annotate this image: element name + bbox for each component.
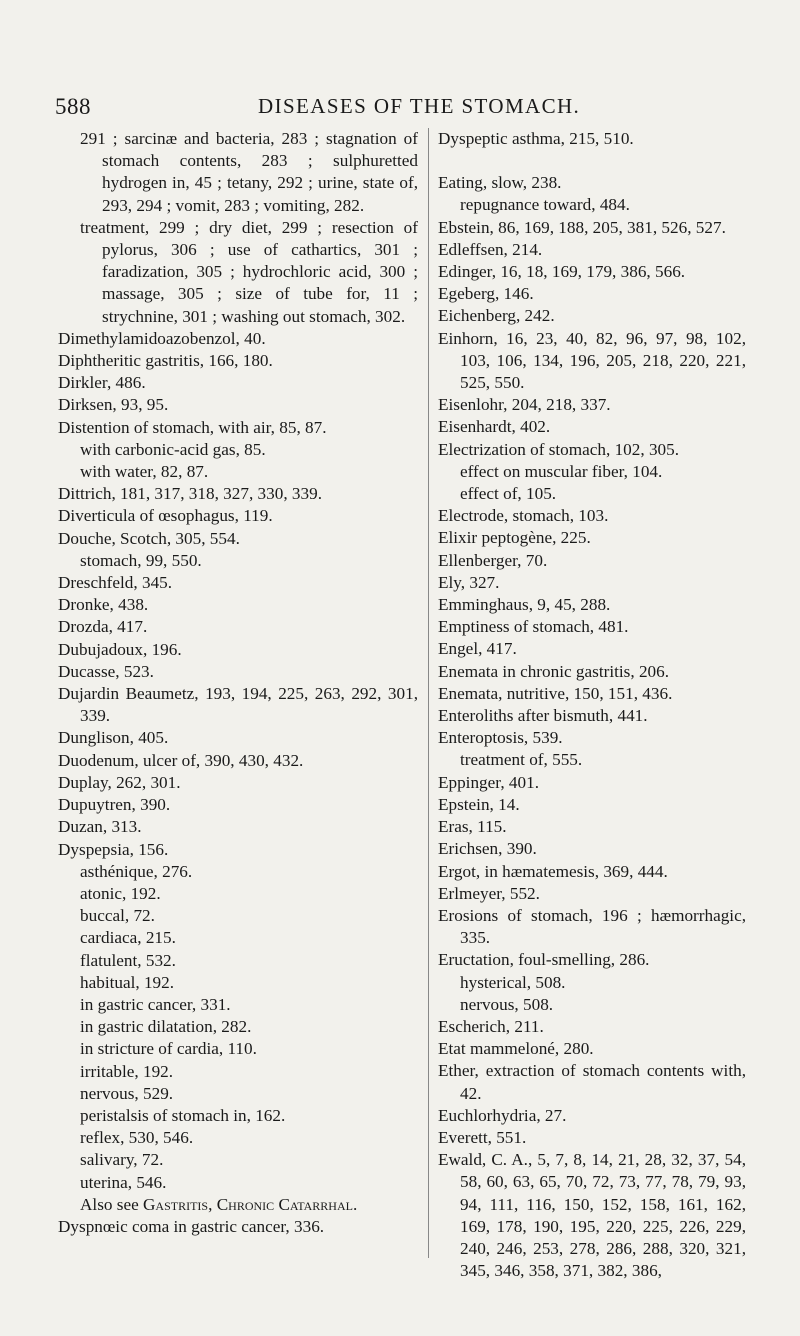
index-entry: Ellenberger, 70.	[438, 550, 548, 570]
index-entry: Duzan, 313.	[58, 817, 142, 837]
index-subentry: irritable, 192.	[80, 1061, 174, 1081]
entry-spacer	[438, 150, 746, 172]
index-entry: Ewald, C. A., 5, 7, 8, 14, 21, 28, 32, 37, 54, 58, 60, 63, 65, 70, 72, 73, 77, 78, 79, 93, 94, 111, 116, 150, 152, 158, 161, 162, 169, 178, 190, 195, 220, 225, 226, 229, 240, 246, 253, 278, 286, 288, 320, 321, 345, 346, 358, 371, 382, 386,	[438, 1150, 746, 1281]
index-entry: Dyspnœic coma in gastric cancer, 336.	[58, 1216, 325, 1236]
index-entry: Everett, 551.	[438, 1127, 527, 1147]
index-entry: Drozda, 417.	[58, 617, 148, 637]
index-entry: Egeberg, 146.	[438, 284, 534, 304]
see-also-target: Gastritis, Chronic Catarrhal.	[143, 1194, 358, 1214]
index-entry: Erlmeyer, 552.	[438, 883, 540, 903]
index-subentry: cardiaca, 215.	[80, 928, 176, 948]
index-entry: Dupuytren, 390.	[58, 795, 171, 815]
index-subentry: nervous, 508.	[460, 994, 554, 1014]
index-entry: Dirksen, 93, 95.	[58, 395, 169, 415]
page-number: 588	[55, 94, 91, 119]
index-entry: Dirkler, 486.	[58, 373, 146, 393]
index-entry: Dubujadoux, 196.	[58, 639, 182, 659]
index-subentry: repugnance toward, 484.	[460, 195, 630, 215]
index-entry: Epstein, 14.	[438, 794, 520, 814]
index-entry: Einhorn, 16, 23, 40, 82, 96, 97, 98, 102, 103, 106, 134, 196, 205, 218, 220, 221, 525, 550.	[438, 328, 746, 393]
index-entry: Ely, 327.	[438, 572, 500, 592]
index-subentry: stomach, 99, 550.	[80, 550, 202, 570]
index-entry: Dujardin Beaumetz, 193, 194, 225, 263, 292, 301, 339.	[58, 684, 418, 726]
index-subentry: in gastric cancer, 331.	[80, 994, 231, 1014]
index-subentry: habitual, 192.	[80, 972, 175, 992]
index-entry: Dyspepsia, 156.	[58, 839, 169, 859]
see-also-entry	[80, 1194, 418, 1216]
column-divider	[428, 128, 429, 1258]
index-column-right	[438, 128, 746, 1282]
index-entry: Dronke, 438.	[58, 595, 149, 615]
index-entry: Edleffsen, 214.	[438, 239, 543, 259]
index-entry: Dunglison, 405.	[58, 728, 169, 748]
index-entry: Dittrich, 181, 317, 318, 327, 330, 339.	[58, 484, 323, 504]
index-entry: Ducasse, 523.	[58, 661, 154, 681]
running-title: DISEASES OF THE STOMACH.	[258, 94, 581, 118]
index-subentry: in gastric dilatation, 282.	[80, 1017, 252, 1037]
index-entry: Edinger, 16, 18, 169, 179, 386, 566.	[438, 262, 686, 282]
index-entry: Eructation, foul-smelling, 286.	[438, 950, 650, 970]
index-subentry: with carbonic-acid gas, 85.	[80, 439, 266, 459]
index-subentry: treatment, 299 ; dry diet, 299 ; resection of pylorus, 306 ; use of cathartics, 301 ; faradization, 305 ; hydrochloric acid, 300 ; massage, 305 ; size of tube for, 11 ; strychnine, 301 ; washing out stomach, 302.	[80, 217, 418, 326]
index-entry: Eisenhardt, 402.	[438, 417, 551, 437]
index-subentry: effect of, 105.	[460, 484, 557, 504]
index-entry: Eppinger, 401.	[438, 772, 539, 792]
index-entry: Etat mammeloné, 280.	[438, 1039, 594, 1059]
index-entry: Electrode, stomach, 103.	[438, 506, 609, 526]
index-subentry: salivary, 72.	[80, 1150, 164, 1170]
index-entry: Enemata in chronic gastritis, 206.	[438, 661, 670, 681]
index-subentry: in stricture of cardia, 110.	[80, 1039, 257, 1059]
index-entry: Duodenum, ulcer of, 390, 430, 432.	[58, 750, 304, 770]
index-entry: Enemata, nutritive, 150, 151, 436.	[438, 683, 673, 703]
index-subentry: buccal, 72.	[80, 906, 155, 926]
index-entry: Emptiness of stomach, 481.	[438, 617, 629, 637]
index-entry: Diverticula of œsophagus, 119.	[58, 506, 273, 526]
index-entry: Enteroliths after bismuth, 441.	[438, 706, 648, 726]
index-entry: Douche, Scotch, 305, 554.	[58, 528, 240, 548]
see-also-prefix: Also see	[80, 1194, 144, 1214]
index-entry: Escherich, 211.	[438, 1016, 544, 1036]
index-subentry: hysterical, 508.	[460, 972, 566, 992]
index-entry: Distention of stomach, with air, 85, 87.	[58, 417, 327, 437]
index-entry: Ether, extraction of stomach contents with, 42.	[438, 1061, 746, 1103]
index-subentry: treatment of, 555.	[460, 750, 583, 770]
index-entry: Erichsen, 390.	[438, 839, 537, 859]
index-entry: Electrization of stomach, 102, 305.	[438, 439, 680, 459]
index-subentry: uterina, 546.	[80, 1172, 167, 1192]
index-column-left	[58, 128, 418, 1238]
index-entry: Enteroptosis, 539.	[438, 728, 563, 748]
index-entry: Eisenlohr, 204, 218, 337.	[438, 395, 611, 415]
index-entry: Euchlorhydria, 27.	[438, 1105, 567, 1125]
index-subentry: flatulent, 532.	[80, 950, 176, 970]
index-subentry: peristalsis of stomach in, 162.	[80, 1105, 286, 1125]
index-entry: Ebstein, 86, 169, 188, 205, 381, 526, 527.	[438, 217, 726, 237]
index-entry: Diphtheritic gastritis, 166, 180.	[58, 351, 273, 371]
index-entry: Erosions of stomach, 196 ; hæmorrhagic, 335.	[438, 905, 746, 948]
index-entry: Eras, 115.	[438, 817, 507, 837]
index-entry: Dimethylamidoazobenzol, 40.	[58, 328, 266, 348]
index-subentry: atonic, 192.	[80, 883, 161, 903]
index-entry: Dreschfeld, 345.	[58, 573, 173, 593]
index-subentry: nervous, 529.	[80, 1083, 174, 1103]
index-entry: Eichenberg, 242.	[438, 306, 555, 326]
index-entry: Dyspeptic asthma, 215, 510.	[438, 129, 634, 148]
index-subentry: effect on muscular fiber, 104.	[460, 461, 663, 481]
index-entry: Ergot, in hæmatemesis, 369, 444.	[438, 861, 668, 881]
index-entry: Engel, 417.	[438, 639, 517, 659]
index-entry: Duplay, 262, 301.	[58, 772, 181, 792]
index-subentry: asthénique, 276.	[80, 861, 193, 881]
index-entry: Eating, slow, 238.	[438, 173, 562, 193]
index-subentry: reflex, 530, 546.	[80, 1128, 194, 1148]
index-entry: Emminghaus, 9, 45, 288.	[438, 595, 611, 615]
index-subentry: 291 ; sarcinæ and bacteria, 283 ; stagnation of stomach contents, 283 ; sulphuretted hydrogen in, 45 ; tetany, 292 ; urine, state of, 293, 294 ; vomit, 283 ; vomiting, 282.	[80, 129, 418, 215]
index-subentry: with water, 82, 87.	[80, 462, 209, 482]
index-entry: Elixir peptogène, 225.	[438, 528, 591, 548]
